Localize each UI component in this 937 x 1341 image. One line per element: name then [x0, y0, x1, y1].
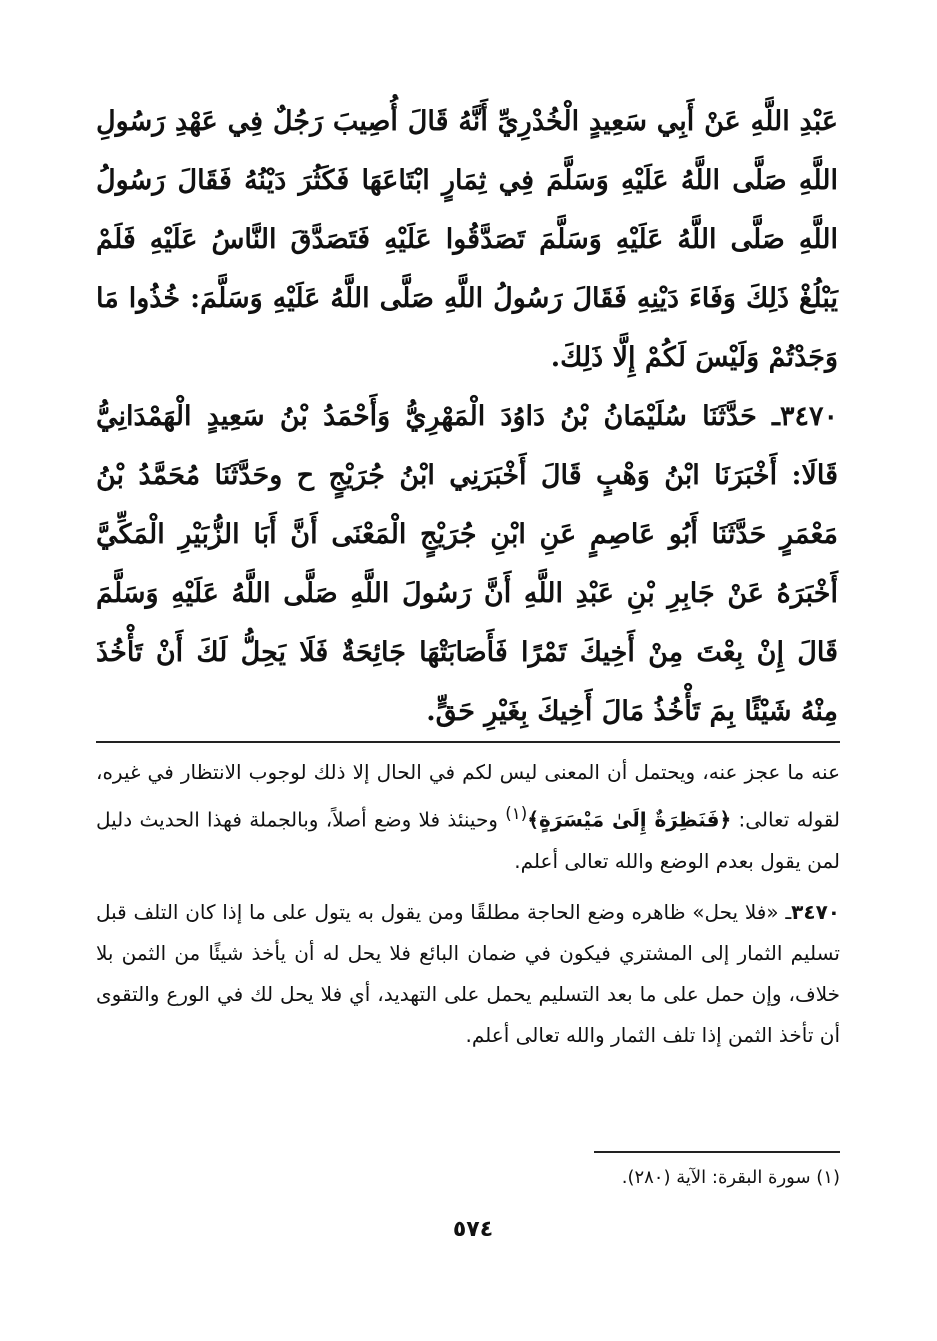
hadith-text [96, 92, 838, 741]
page-number: ٥٧٤ [452, 1217, 494, 1242]
commentary-text-after-verse: وحينئذ فلا وضع أصلاً، وبالجملة فهذا الحديث دليل لمن يقول بعدم الوضع والله تعالى أعلم. [96, 807, 840, 873]
commentary-paragraph-3470 [96, 892, 840, 1056]
hadith-number: ٣٤٧٠ [779, 401, 838, 432]
hadith-paragraph-previous [96, 92, 838, 387]
commentary-text-before-verse: عنه ما عجز عنه، ويحتمل أن المعنى ليس لكم في الحال إلا ذلك لوجوب الانتظار في غيره، لقوله تعالى: [96, 760, 840, 832]
hadith-paragraph-3470-text: ـ حَدَّثَنَا سُلَيْمَانُ بْنُ دَاوُدَ الْمَهْرِيُّ وَأَحْمَدُ بْنُ سَعِيدٍ الْهَمْدَانِيُّ قَالَا: أَخْبَرَنَا ابْنُ وَهْبٍ قَالَ أَخْبَرَنِي ابْنُ جُرَيْجٍ ح وحَدَّثَنَا مُحَمَّدُ بْنُ مَعْمَرٍ حَدَّثَنَا أَبُو عَاصِمٍ عَنِ ابْنِ جُرَيْجٍ الْمَعْنَى أَنَّ أَبَا الزُّبَيْرِ الْمَكِّيَّ أَخْبَرَهُ عَنْ جَابِرِ بْنِ عَبْدِ اللَّهِ أَنَّ رَسُولَ اللَّهِ صَلَّى اللَّهُ عَلَيْهِ وَسَلَّمَ قَالَ إِنْ بِعْتَ مِنْ أَخِيكَ تَمْرًا فَأَصَابَتْهَا جَائِحَةٌ فَلَا يَحِلُّ لَكَ أَنْ تَأْخُذَ مِنْهُ شَيْئًا بِمَ تَأْخُذُ مَالَ أَخِيكَ بِغَيْرِ حَقٍّ. [96, 401, 838, 727]
commentary-paragraph-3470-text: ـ «فلا يحل» ظاهره وضع الحاجة مطلقًا ومن يقول به يتول على ما إذا كان التلف قبل تسليم الثمار إلى المشتري فيكون في ضمان البائع فلا يحل له أن يأخذ شيئًا من الثمن بلا خلاف، وإن حمل على ما بعد التسليم يحمل على التهديد، أي فلا يحل لك في الورع والتقوى أن تأخذ الثمن إذا تلف الثمار والله تعالى أعلم. [96, 899, 840, 1047]
footnote-divider [594, 1151, 840, 1153]
footnote: (١) سورة البقرة: الآية (٢٨٠). [621, 1167, 840, 1188]
commentary-number: ٣٤٧٠ [791, 899, 840, 924]
hadith-paragraph-previous-text: عَبْدِ اللَّهِ عَنْ أَبِي سَعِيدٍ الْخُدْرِيِّ أَنَّهُ قَالَ أُصِيبَ رَجُلٌ فِي عَهْدِ رَسُولِ اللَّهِ صَلَّى اللَّهُ عَلَيْهِ وَسَلَّمَ فِي ثِمَارٍ ابْتَاعَهَا فَكَثُرَ دَيْنُهُ فَقَالَ رَسُولُ اللَّهِ صَلَّى اللَّهُ عَلَيْهِ وَسَلَّمَ تَصَدَّقُوا عَلَيْهِ فَتَصَدَّقَ النَّاسُ عَلَيْهِ فَلَمْ يَبْلُغْ ذَلِكَ وَفَاءَ دَيْنِهِ فَقَالَ رَسُولُ اللَّهِ صَلَّى اللَّهُ عَلَيْهِ وَسَلَّمَ: خُذُوا مَا وَجَدْتُمْ وَلَيْسَ لَكُمْ إِلَّا ذَلِكَ. [96, 106, 838, 373]
footnote-reference[interactable]: (١) [505, 804, 528, 823]
hadith-paragraph-3470 [96, 387, 838, 741]
quran-verse: ﴿فَنَظِرَةٌ إِلَىٰ مَيْسَرَةٍ﴾ [527, 807, 732, 832]
commentary-paragraph-1 [96, 752, 840, 882]
commentary-section [96, 752, 840, 1056]
commentary-divider [96, 741, 840, 743]
